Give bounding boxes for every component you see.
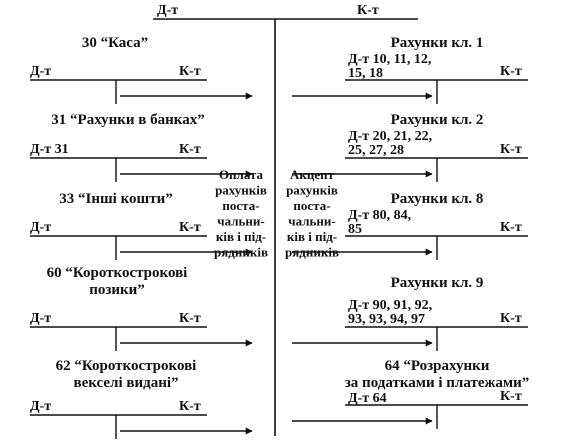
payment-note-line: рядників [214,244,268,260]
left-account-title-line: 60 “Короткострокові [46,265,188,281]
right-account-title-line: Рахунки кл. 9 [390,275,484,291]
right-account-debit-label [348,208,411,237]
right-account-title [391,191,484,207]
left-account-debit-label: Д-т [30,64,52,79]
right-account-credit-label: К-т [500,220,522,235]
payment-note-line: чальни- [217,213,265,229]
left-account-title [59,191,172,207]
left-account-title [82,35,148,51]
left-account-debit-label: Д-т [30,399,52,414]
right-account-title [391,275,484,291]
left-account-title-line: позики” [89,282,145,298]
right-account-debit-label-line: Д-т 80, 84, [348,208,412,223]
right-account-title [345,358,529,391]
left-account-title [51,112,204,128]
left-account-title-line: 30 “Каса” [81,35,149,51]
payment-note-line: ків і під- [215,229,267,244]
payment-note [214,167,268,260]
right-account-title-line: Рахунки кл. 8 [390,191,484,207]
left-account-credit-label: К-т [179,142,201,157]
acceptance-note [285,167,339,260]
right-account-debit-label-line: Д-т 20, 21, 22, [348,129,433,144]
right-account-1 [292,35,528,104]
left-account-title [56,358,197,391]
right-account-debit-label-line: Д-т 10, 11, 12, [348,52,432,67]
right-account-credit-label: К-т [500,64,522,79]
payment-note-line: Оплата [218,167,264,182]
left-account-debit-label: Д-т [30,311,52,326]
right-account-title-line: Рахунки кл. 1 [390,35,484,51]
right-account-title [391,35,484,51]
right-account-credit-label: К-т [500,142,522,157]
acceptance-note-line: чальни- [288,213,336,229]
central-credit-label: К-т [357,3,379,18]
acceptance-note-line: Акцепт [289,167,335,182]
right-account-debit-label-line: 25, 27, 28 [348,143,404,158]
left-account-title-line: 31 “Рахунки в банках” [51,112,205,128]
left-account-title-line: 62 “Короткострокові [55,358,197,374]
payment-note-line: поста- [222,198,260,213]
right-account-debit-label-line: Д-т 64 [348,391,387,406]
acceptance-note-line: рахунків [286,182,338,198]
right-account-debit-label-line: 15, 18 [348,66,383,81]
right-account-debit-label-line: 93, 93, 94, 97 [348,312,425,327]
right-account-title-line: за податками і платежами” [344,375,530,391]
left-account-debit-label: Д-т [30,220,52,235]
left-account-credit-label: К-т [179,399,201,414]
right-account-5 [292,358,529,429]
acceptance-note-line: поста- [293,198,331,213]
right-account-debit-label [348,129,432,158]
left-account-title-line: 33 “Інші кошти” [59,191,173,207]
right-account-credit-label: К-т [500,311,522,326]
right-account-debit-label-line: Д-т 90, 91, 92, [348,298,433,313]
left-account-credit-label: К-т [179,220,201,235]
right-account-4 [292,275,528,351]
left-account-1 [30,35,252,104]
right-account-title-line: Рахунки кл. 2 [390,112,484,128]
central-debit-label: Д-т [157,3,179,18]
payment-note-line: рахунків [215,182,267,198]
right-account-debit-label [348,391,387,406]
left-account-credit-label: К-т [179,64,201,79]
right-account-credit-label: К-т [500,389,522,404]
left-account-5 [30,358,252,439]
right-account-title [391,112,484,128]
right-account-debit-label-line: 85 [348,222,362,237]
left-account-4 [30,265,252,351]
left-account-debit-label: Д-т 31 [30,142,69,157]
right-account-debit-label [348,52,431,81]
right-account-title-line: 64 “Розрахунки [384,358,490,374]
right-account-debit-label [348,298,432,327]
acceptance-note-line: рядників [285,244,339,260]
left-account-credit-label: К-т [179,311,201,326]
acceptance-note-line: ків і під- [286,229,338,244]
left-account-title [47,265,188,298]
left-account-title-line: векселі видані” [73,375,179,391]
